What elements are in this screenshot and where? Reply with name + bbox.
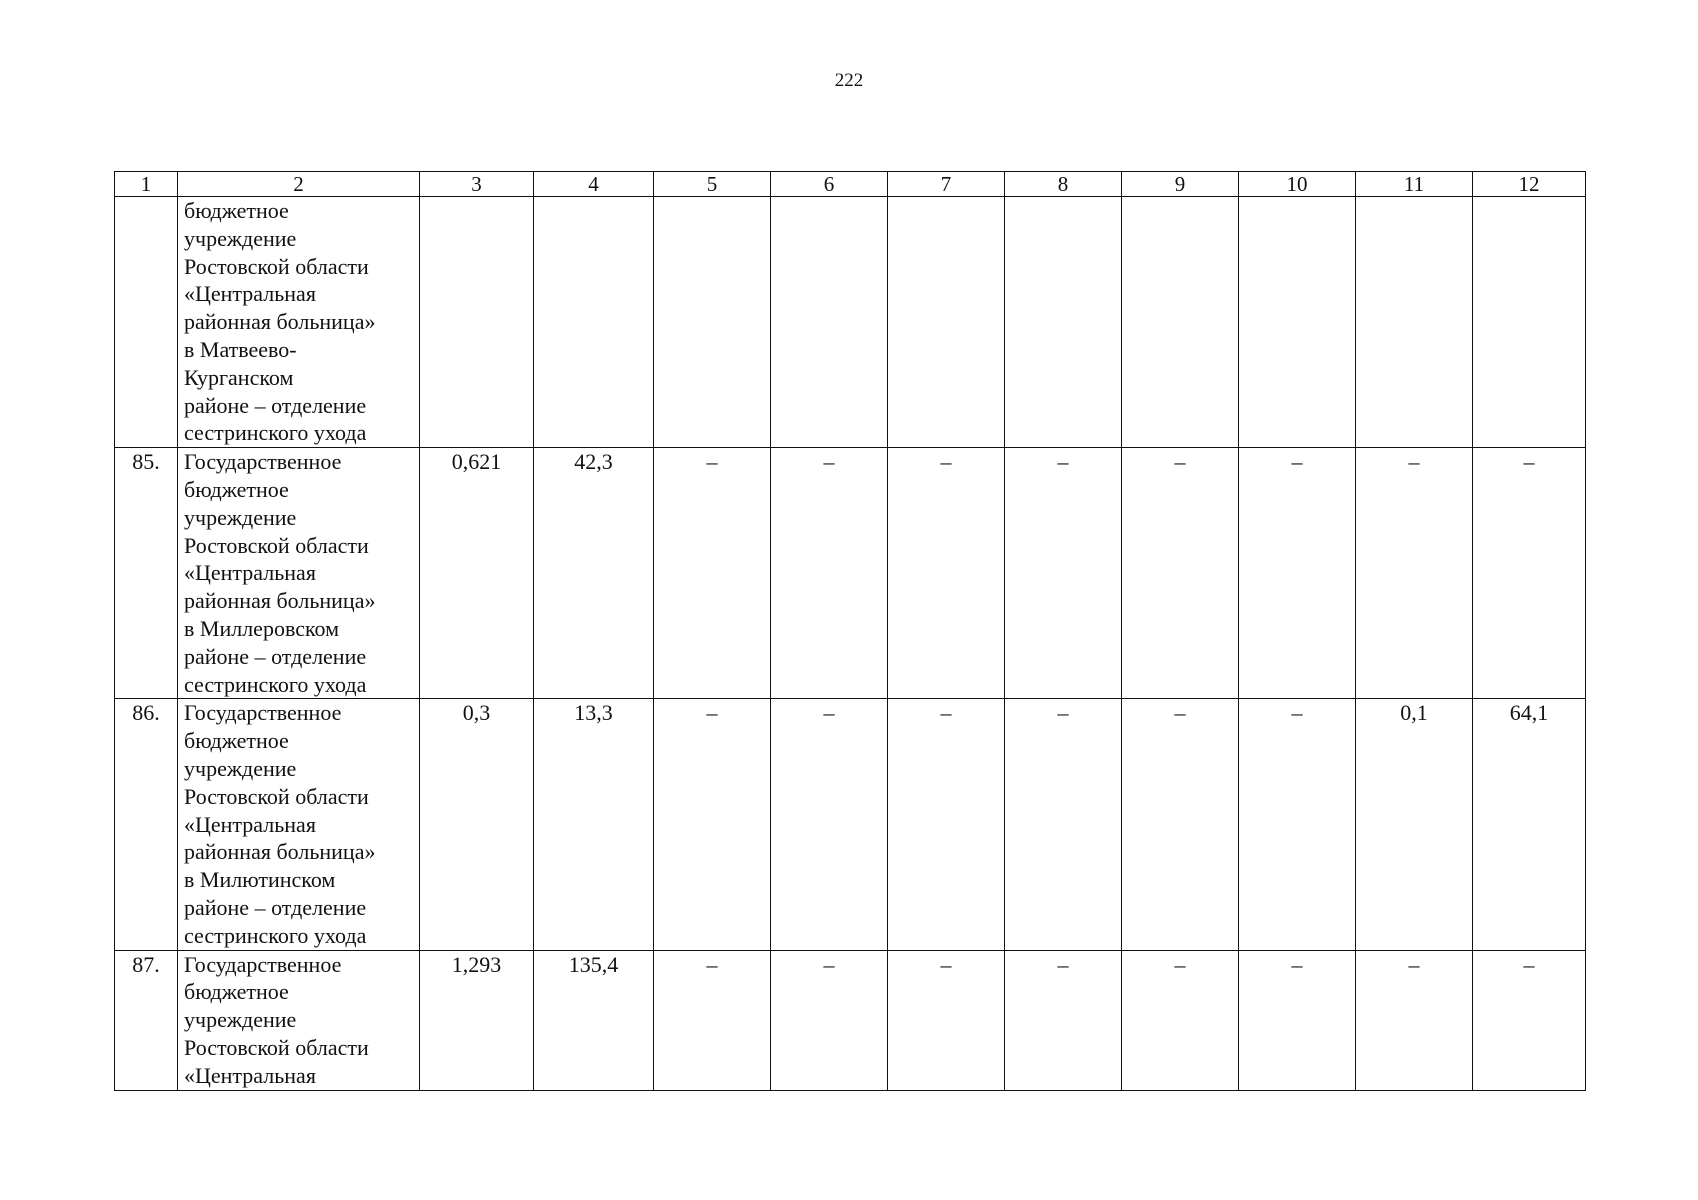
table-row — [115, 448, 1586, 699]
table-cell: – — [1005, 699, 1122, 950]
data-table — [114, 171, 1586, 1091]
table-cell: – — [1356, 448, 1473, 699]
table-cell — [1356, 197, 1473, 448]
table-cell: – — [654, 699, 771, 950]
table-cell — [534, 197, 654, 448]
table-cell: – — [1122, 699, 1239, 950]
institution-name-cell — [178, 699, 420, 950]
column-header: 12 — [1473, 172, 1586, 197]
table-cell: 64,1 — [1473, 699, 1586, 950]
column-header: 4 — [534, 172, 654, 197]
column-header: 5 — [654, 172, 771, 197]
column-header: 7 — [888, 172, 1005, 197]
table-cell: 0,1 — [1356, 699, 1473, 950]
column-header: 6 — [771, 172, 888, 197]
institution-name-cell — [178, 448, 420, 699]
table-cell: – — [888, 699, 1005, 950]
table-row — [115, 950, 1586, 1090]
table-cell: 0,621 — [420, 448, 534, 699]
table-cell — [654, 197, 771, 448]
column-header: 8 — [1005, 172, 1122, 197]
table-cell: – — [654, 950, 771, 1090]
table-cell: – — [1239, 699, 1356, 950]
row-number: 86. — [115, 699, 178, 950]
column-header: 10 — [1239, 172, 1356, 197]
table-cell — [1239, 197, 1356, 448]
row-number: 85. — [115, 448, 178, 699]
table-cell: – — [771, 699, 888, 950]
table-cell — [1122, 197, 1239, 448]
table-row — [115, 197, 1586, 448]
institution-name-cell — [178, 950, 420, 1090]
table-cell: – — [888, 448, 1005, 699]
table-cell: – — [1473, 950, 1586, 1090]
institution-name: бюджетное учреждение Ростовской области «Центральная районная больница» в Матвеево- Курганском районе – отделение сестринского ухода — [184, 198, 376, 446]
table-cell: 1,293 — [420, 950, 534, 1090]
column-header: 1 — [115, 172, 178, 197]
row-number — [115, 197, 178, 448]
column-header: 9 — [1122, 172, 1239, 197]
table-cell — [420, 197, 534, 448]
table-cell: – — [1239, 448, 1356, 699]
table-row — [115, 699, 1586, 950]
table-cell — [771, 197, 888, 448]
table-cell: 42,3 — [534, 448, 654, 699]
table-cell: – — [1122, 950, 1239, 1090]
column-header: 2 — [178, 172, 420, 197]
table-cell: – — [1473, 448, 1586, 699]
table-cell: – — [654, 448, 771, 699]
column-header: 3 — [420, 172, 534, 197]
table-cell: – — [771, 950, 888, 1090]
table-cell: – — [1356, 950, 1473, 1090]
table-cell: 13,3 — [534, 699, 654, 950]
table-cell — [1473, 197, 1586, 448]
row-number: 87. — [115, 950, 178, 1090]
table-cell: – — [771, 448, 888, 699]
table-cell — [888, 197, 1005, 448]
table-cell: 0,3 — [420, 699, 534, 950]
table-cell — [1005, 197, 1122, 448]
table-cell: – — [1005, 448, 1122, 699]
table-cell: – — [1239, 950, 1356, 1090]
institution-name: Государственное бюджетное учреждение Ростовской области «Центральная районная больница» в Милютинском районе – отделение сестринского ухода — [184, 700, 376, 948]
institution-name-cell — [178, 197, 420, 448]
institution-name: Государственное бюджетное учреждение Ростовской области «Центральная районная больница» в Миллеровском районе – отделение сестринского ухода — [184, 449, 376, 697]
table-cell: 135,4 — [534, 950, 654, 1090]
column-number-row — [115, 172, 1586, 197]
column-header: 11 — [1356, 172, 1473, 197]
table-cell: – — [1005, 950, 1122, 1090]
page-number: 222 — [834, 70, 864, 91]
institution-name: Государственное бюджетное учреждение Ростовской области «Центральная — [184, 951, 369, 1088]
table-cell: – — [888, 950, 1005, 1090]
table-cell: – — [1122, 448, 1239, 699]
